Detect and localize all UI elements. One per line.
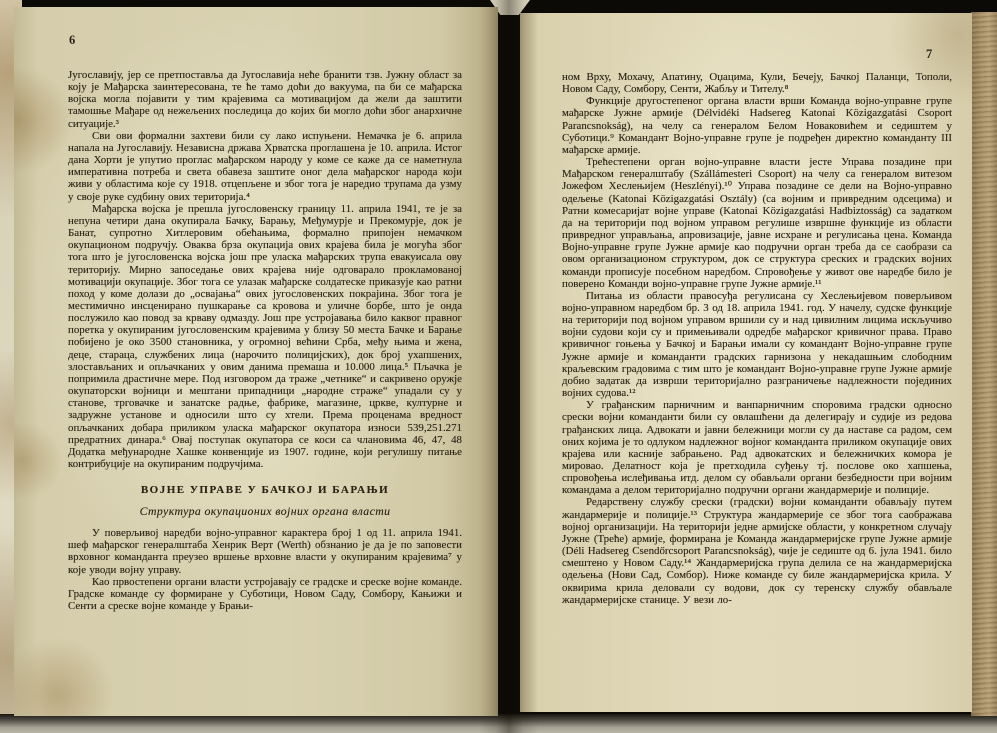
right-page bbox=[520, 13, 972, 712]
paragraph: Мађарска војска је прешла југословенску границу 11. априла 1941, те је за непуна четири дана окупирала Бачку, Барању, Међумурје и Прекомурје, док је Банат, супротно Хитлеровим обећањима, формално припојен немачком окупационом подручју. Оваква брза окупација ових крајева била је могућа због тога што је југословенска војска још пре уласка мађарских трупа евакуисала ову територију. Мирно запоседање ових крајева није одговарало прокламованој мотивацији окупације. Због тога се улазак мађарске солдатеске приказује као ратни поход у коме долази до „освајања“ ових југословенских покрајина. Због тога је местимично инсценирано пушкарање са кровова и уличне борбе, што је онда послужило као повод за крваву одмазду. Још пре устројавања било каквог правног поретка у окупираним југословенским крајевима у близу 50 места Бачке и Барање побијено је око 3500 становника, у огромној већини Срба, међу њима и жена, деце, стараца, службених лица (нарочито полицијских), док број ухапшених, злостављаних и опљачканих у овим данима премаша и 10.000 лица.⁵ Пљачка је попримила драстичне мере. Под изговором да траже „четнике“ и сакривено оружје окупаторски војници и мештани припадници „народне страже“ упадали су у станове, трговачке и занатске радње, фабрике, магазине, цркве, културне и задружне установе и односили што су хтели. Према проценама вредност опљачканих добара приликом уласка мађарског окупатора износи 539,251.271 предратних динара.⁶ Овај поступак окупатора се коси са члановима 46, 47, 48 Додатка међународне Хашке конвенције из 1907. године, који регулишу питање контрибуције на окупираним подручјима. bbox=[68, 202, 462, 470]
left-page bbox=[14, 7, 498, 716]
left-page-text-column bbox=[68, 69, 462, 612]
paragraph: Као првостепени органи власти устројавају се градске и среске војне команде. Градске команде су формиране у Суботици, Новом Саду, Сомбору, Кањижи и Сенти а среске војне команде у Брањи- bbox=[68, 575, 462, 613]
table-surface bbox=[0, 714, 997, 733]
page-number-left: 6 bbox=[69, 33, 76, 47]
section-heading: ВОЈНЕ УПРАВЕ У БАЧКОЈ И БАРАЊИ bbox=[140, 484, 390, 497]
right-page-text-column bbox=[562, 71, 952, 606]
paragraph: Питања из области правосуђа регулисана су Хеслењијевом поверљивом војно-управном наредбом бр. 3 од 18. априла 1941. год. У начелу, судске функције на територији под војном управом вршили су и над цивилним лицима искључиво војни судови који су и примењивали одредбе мађарског кривичног права. Право кривичног гоњења у Бачкој и Барањи имали су командант Војно-управне групе Јужне армије и команданти градских гарнизона у некадашњим слободним краљевским градовима с тим што је командант Војно-управне групе Јужне армије добио задатак да изврши територијално разграничење надлежности појединих војних судова.¹² bbox=[562, 289, 952, 400]
paragraph: Редарствену службу срески (градски) војни команданти обављају путем жандармерије и полиције.¹³ Структура жандармерије се због тога саображава војној организацији. На територији једне армијске области, у конкретном случају Јужне (Треће) армије, формирана је Команда жандармеријске групе Јужне армије (Déli Hadsereg Csendőrcsoport Parancsnokság), чије је седиште од 6. јула 1941. било смештено у Новом Саду.¹⁴ Жандармеријска група делила се на жандармеријска одељења (Нови Сад, Сомбор). Ниже команде су биле жандармеријска крила. У оквирима крила деловали су водови, док су теренску службу обављале жандармеријске станице. У вези ло- bbox=[562, 496, 952, 606]
paragraph: ном Врху, Мохачу, Апатину, Оџацима, Кули, Бечеју, Бачкој Паланци, Тополи, Новом Саду, Сомбору, Сенти, Жабљу и Тителу.⁸ bbox=[562, 71, 952, 96]
paragraph: Трећестепени орган војно-управне власти јесте Управа позадине при Мађарском генералштабу (Szállámesteri Csoport) на челу са генералом витезом Јожефом Хеслењијем (Heszlényi).¹⁰ Управа позадине се дели на Војно-управно одељење (Katonai Közigazgatási Osztály) (са војним и привредним одсецима) и Ратни комесаријат војне управе (Katonai Közigazgatási Hadbiztosság) са задатком да на територији под војном управом регулише извршне функције из области привредног управљања, апровизације, јавне исхране и регулисања цена. Команда Војно-управне групе Јужне армије као подручни орган треба да се саобрази са овом организационом структуром, док се структура среских и градских војних команди прописује посебном наредбом. Спровођење у живот ове наредбе било је поверено Команди војно-управне групе Јужне армије.¹¹ bbox=[562, 156, 952, 290]
paragraph: Југославију, јер се претпоставља да Југославија неће бранити тзв. Јужну област за коју је Мађарска заинтересована, те ће тамо доћи до вакуума, па би се мађарска војска могла појавити у тим крајевима са мотивацијом да жели да заштити тамошње Мађаре од нежељених последица до којих би могло доћи због анархичне ситуације.³ bbox=[68, 69, 462, 130]
section-subheading: Структура окупационих војних органа власти bbox=[139, 504, 391, 519]
paragraph: Функције другостепеног органа власти врши Команда војно-управне групе мађарске Јужне армије (Délvidéki Hadsereg Katonai Közigazgatási Csoport Parancsnokság), на челу са генералом Белом Новаковићем и седиштем у Суботици.⁹ Командант Војно-управне групе је подређен директно команданту III мађарске армије. bbox=[562, 95, 952, 156]
paragraph: У поверљивој наредби војно-управног карактера број 1 од 11. априла 1941. шеф мађарског генералштаба Хенрик Верт (Werth) обзнанио је да је по заповести врховног команданта преузео вршење врховне власти у окупираним крајевима⁷ у које уводи војну управу. bbox=[68, 527, 462, 576]
page-number-right: 7 bbox=[926, 47, 933, 61]
paragraph: У грађанским парничним и ванпарничним споровима градски односно срески војни команданти били су овлашћени да делегирају и судије из редова грађанских лица. Адвокати и јавни бележници могли су да наставе са радом, сем оних којима је то одлуком надлежног војног команданта приликом окупације ових крајева или касније забрањено. Рад адвокатских и бележничких комора је мировао. Делатност која је претходила суђењу тј. послове око хапшења, спровођења ислеђивања итд. делом су обављали органи безбедности при војним командама а делом територијално подручни органи жандармерије и полиције. bbox=[562, 399, 952, 497]
paragraph: Сви ови формални захтеви били су лако испуњени. Немачка је 6. априла напала на Југославију. Независна држава Хрватска проглашена је 10. априла. Истог дана Хорти је упутио проглас мађарском народу у коме се каже да се наметнула императивна потреба и света обавеза заштите оног дела мађарског народа који живи у областима које су 1918. отцепљене и због тога је наредио трупама да узму у своје руке судбину ових територија.⁴ bbox=[68, 129, 462, 203]
book-fore-edge bbox=[971, 12, 997, 716]
